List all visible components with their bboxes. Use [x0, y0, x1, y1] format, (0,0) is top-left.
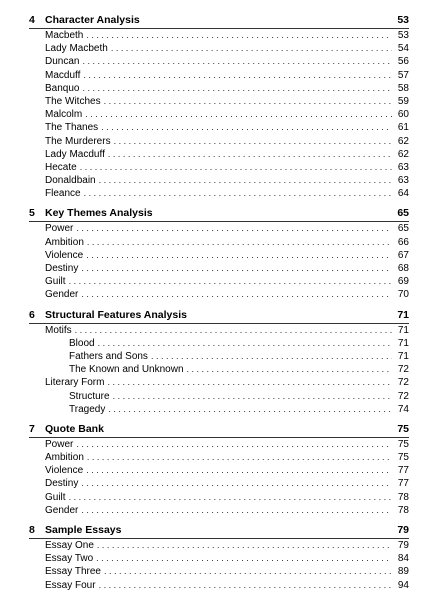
dot-leader	[151, 350, 392, 363]
toc-entry-label: Guilt	[45, 491, 66, 503]
toc-entry-label: Gender	[45, 504, 79, 516]
toc-chapter	[29, 308, 409, 416]
toc-entry-label: Malcolm	[45, 109, 83, 121]
dot-leader	[97, 539, 392, 552]
toc-entry-label: Banquo	[45, 82, 80, 94]
toc-entry-page-number: 56	[397, 56, 409, 68]
toc-entry[interactable]	[29, 390, 409, 403]
dot-leader	[81, 504, 392, 517]
dot-leader	[81, 477, 392, 490]
toc-entry-page-number: 84	[397, 553, 409, 565]
dot-leader	[85, 108, 392, 121]
toc-entry[interactable]	[29, 403, 409, 416]
dot-leader	[111, 42, 392, 55]
toc-entry[interactable]	[29, 174, 409, 187]
toc-entry-page-number: 72	[397, 377, 409, 389]
toc-entry-label: Literary Form	[45, 377, 105, 389]
toc-entry[interactable]	[29, 579, 409, 592]
toc-entry-label: Macbeth	[45, 30, 84, 41]
chapter-heading[interactable]	[29, 422, 409, 438]
toc-entry-label: The Known and Unknown	[69, 364, 184, 376]
toc-entry-page-number: 63	[397, 161, 409, 173]
chapter-number: 7	[29, 422, 35, 435]
toc-entry[interactable]	[29, 477, 409, 490]
toc-entry-page-number: 69	[397, 276, 409, 288]
chapter-heading[interactable]	[29, 308, 409, 324]
toc-entry-label: The Murderers	[45, 135, 111, 147]
toc-entry-page-number: 67	[397, 249, 409, 261]
toc-entry[interactable]	[29, 108, 409, 121]
toc-entry-page-number: 61	[397, 122, 409, 134]
toc-entry-label: Ambition	[45, 452, 84, 464]
chapter-title: Quote Bank	[45, 422, 104, 435]
toc-entry-label: Blood	[69, 337, 95, 349]
dot-leader	[81, 262, 392, 275]
toc-entry-page-number: 71	[397, 324, 409, 336]
toc-entry[interactable]	[29, 95, 409, 108]
toc-entry-page-number: 94	[397, 579, 409, 591]
toc-entry-label: Destiny	[45, 263, 79, 274]
toc-entry[interactable]	[29, 222, 409, 235]
toc-entry-label: Guilt	[45, 276, 66, 288]
toc-entry-page-number: 65	[397, 223, 409, 235]
dot-leader	[76, 438, 392, 451]
dot-leader	[86, 249, 392, 262]
chapter-page-number: 71	[397, 308, 409, 321]
toc-entry[interactable]	[29, 29, 409, 42]
toc-entry-label: Lady Macbeth	[45, 43, 108, 55]
toc-entry[interactable]	[29, 236, 409, 249]
chapter-page-number: 75	[397, 422, 409, 435]
dot-leader	[114, 135, 392, 148]
dot-leader	[87, 236, 392, 249]
toc-entry-label: Destiny	[45, 478, 79, 490]
toc-entry-page-number: 62	[397, 148, 409, 160]
toc-entry-label: Donaldbain	[45, 175, 96, 187]
chapter-page-number: 53	[397, 14, 409, 26]
toc-entry-label: Essay Four	[45, 579, 96, 591]
dot-leader	[86, 29, 392, 42]
toc-entry-page-number: 75	[397, 438, 409, 450]
toc-entry[interactable]	[29, 504, 409, 517]
toc-entry-page-number: 72	[397, 390, 409, 402]
toc-entry-label: Violence	[45, 465, 84, 477]
dot-leader	[87, 451, 392, 464]
dot-leader	[86, 464, 392, 477]
toc-entry-label: Power	[45, 438, 74, 450]
toc-entry[interactable]	[29, 249, 409, 262]
toc-entry[interactable]	[29, 376, 409, 389]
toc-entry[interactable]	[29, 69, 409, 82]
toc-entry[interactable]	[29, 539, 409, 552]
dot-leader	[99, 174, 392, 187]
toc-entry[interactable]	[29, 135, 409, 148]
toc-entry-label: Fleance	[45, 188, 81, 200]
toc-entry-label: Hecate	[45, 161, 77, 173]
dot-leader	[187, 363, 392, 376]
dot-leader	[104, 95, 392, 108]
chapter-number: 5	[29, 207, 35, 220]
dot-leader	[81, 288, 392, 301]
toc-entry-label: Violence	[45, 249, 84, 261]
dot-leader	[113, 390, 392, 403]
toc-entry-page-number: 77	[397, 478, 409, 490]
toc-entry-label: Lady Macduff	[45, 148, 105, 160]
chapter-number: 4	[29, 14, 35, 26]
toc-entry-page-number: 70	[397, 289, 409, 301]
dot-leader	[108, 148, 392, 161]
chapter-title: Key Themes Analysis	[45, 207, 153, 220]
toc-chapter	[29, 422, 409, 517]
toc-chapter	[29, 523, 409, 592]
toc-entry[interactable]	[29, 42, 409, 55]
toc-entry[interactable]	[29, 148, 409, 161]
toc-entry[interactable]	[29, 337, 409, 350]
toc-entry[interactable]	[29, 262, 409, 275]
toc-entry[interactable]	[29, 82, 409, 95]
chapter-heading[interactable]	[29, 523, 409, 539]
toc-entry-label: Power	[45, 223, 74, 235]
dot-leader	[76, 222, 392, 235]
toc-entry-page-number: 53	[397, 30, 409, 41]
dot-leader	[82, 55, 392, 68]
toc-entry[interactable]	[29, 464, 409, 477]
chapter-title: Character Analysis	[45, 14, 140, 26]
toc-entry-label: Essay One	[45, 540, 94, 551]
toc-entry-page-number: 78	[397, 504, 409, 516]
chapter-title: Structural Features Analysis	[45, 308, 187, 321]
toc-entry-label: Motifs	[45, 324, 72, 336]
toc-entry[interactable]	[29, 55, 409, 68]
toc-entry[interactable]	[29, 350, 409, 363]
toc-chapter	[29, 206, 409, 301]
toc-entry-page-number: 66	[397, 236, 409, 248]
toc-entry-label: Essay Two	[45, 553, 94, 565]
dot-leader	[84, 187, 392, 200]
chapter-page-number: 65	[397, 207, 409, 220]
toc-entry-page-number: 58	[397, 82, 409, 94]
toc-entry-page-number: 72	[397, 364, 409, 376]
toc-chapter	[29, 13, 409, 200]
toc-entry-page-number: 57	[397, 69, 409, 81]
toc-entry[interactable]	[29, 121, 409, 134]
toc-entry[interactable]	[29, 288, 409, 301]
toc-entry[interactable]	[29, 275, 409, 288]
toc-entry[interactable]	[29, 438, 409, 451]
toc-entry-page-number: 77	[397, 465, 409, 477]
toc-entry-page-number: 78	[397, 491, 409, 503]
toc-entry-page-number: 60	[397, 109, 409, 121]
toc-entry-label: Duncan	[45, 56, 80, 68]
dot-leader	[75, 324, 392, 337]
toc-entry-page-number: 71	[397, 350, 409, 362]
chapter-number: 6	[29, 308, 35, 321]
toc-entry-page-number: 64	[397, 188, 409, 200]
toc-entry-page-number: 89	[397, 566, 409, 578]
toc-entry-page-number: 74	[397, 403, 409, 415]
toc-entry-page-number: 68	[397, 263, 409, 274]
chapter-heading[interactable]	[29, 206, 409, 222]
toc-entry[interactable]	[29, 324, 409, 337]
dot-leader	[99, 579, 392, 592]
toc-entry-page-number: 75	[397, 452, 409, 464]
dot-leader	[69, 491, 392, 504]
dot-leader	[69, 275, 392, 288]
toc-entry[interactable]	[29, 363, 409, 376]
toc-entry[interactable]	[29, 565, 409, 578]
dot-leader	[108, 403, 392, 416]
dot-leader	[104, 565, 392, 578]
toc-entry-page-number: 79	[397, 540, 409, 551]
dot-leader	[96, 552, 392, 565]
chapter-heading[interactable]	[29, 13, 409, 29]
toc-entry-page-number: 71	[397, 337, 409, 349]
toc-entry-page-number: 54	[397, 43, 409, 55]
toc-entry-label: The Witches	[45, 95, 101, 107]
toc-entry-label: Essay Three	[45, 566, 101, 578]
chapter-page-number: 79	[397, 524, 409, 536]
toc-entry-label: The Thanes	[45, 122, 99, 134]
dot-leader	[82, 82, 392, 95]
dot-leader	[98, 337, 392, 350]
toc-entry-label: Structure	[69, 390, 110, 402]
dot-leader	[101, 121, 392, 134]
toc-entry[interactable]	[29, 451, 409, 464]
chapter-title: Sample Essays	[45, 524, 122, 536]
toc-entry-label: Macduff	[45, 69, 81, 81]
dot-leader	[80, 161, 392, 174]
chapter-number: 8	[29, 524, 35, 536]
toc-entry-label: Tragedy	[69, 403, 106, 415]
toc-entry-label: Gender	[45, 289, 79, 301]
dot-leader	[83, 69, 392, 82]
dot-leader	[107, 376, 392, 389]
toc-entry[interactable]	[29, 187, 409, 200]
toc-entry[interactable]	[29, 552, 409, 565]
toc-entry-page-number: 62	[397, 135, 409, 147]
toc-entry[interactable]	[29, 491, 409, 504]
toc-entry-page-number: 63	[397, 175, 409, 187]
toc-entry-page-number: 59	[397, 95, 409, 107]
toc-entry-label: Fathers and Sons	[69, 350, 148, 362]
toc-entry[interactable]	[29, 161, 409, 174]
toc-entry-label: Ambition	[45, 236, 84, 248]
